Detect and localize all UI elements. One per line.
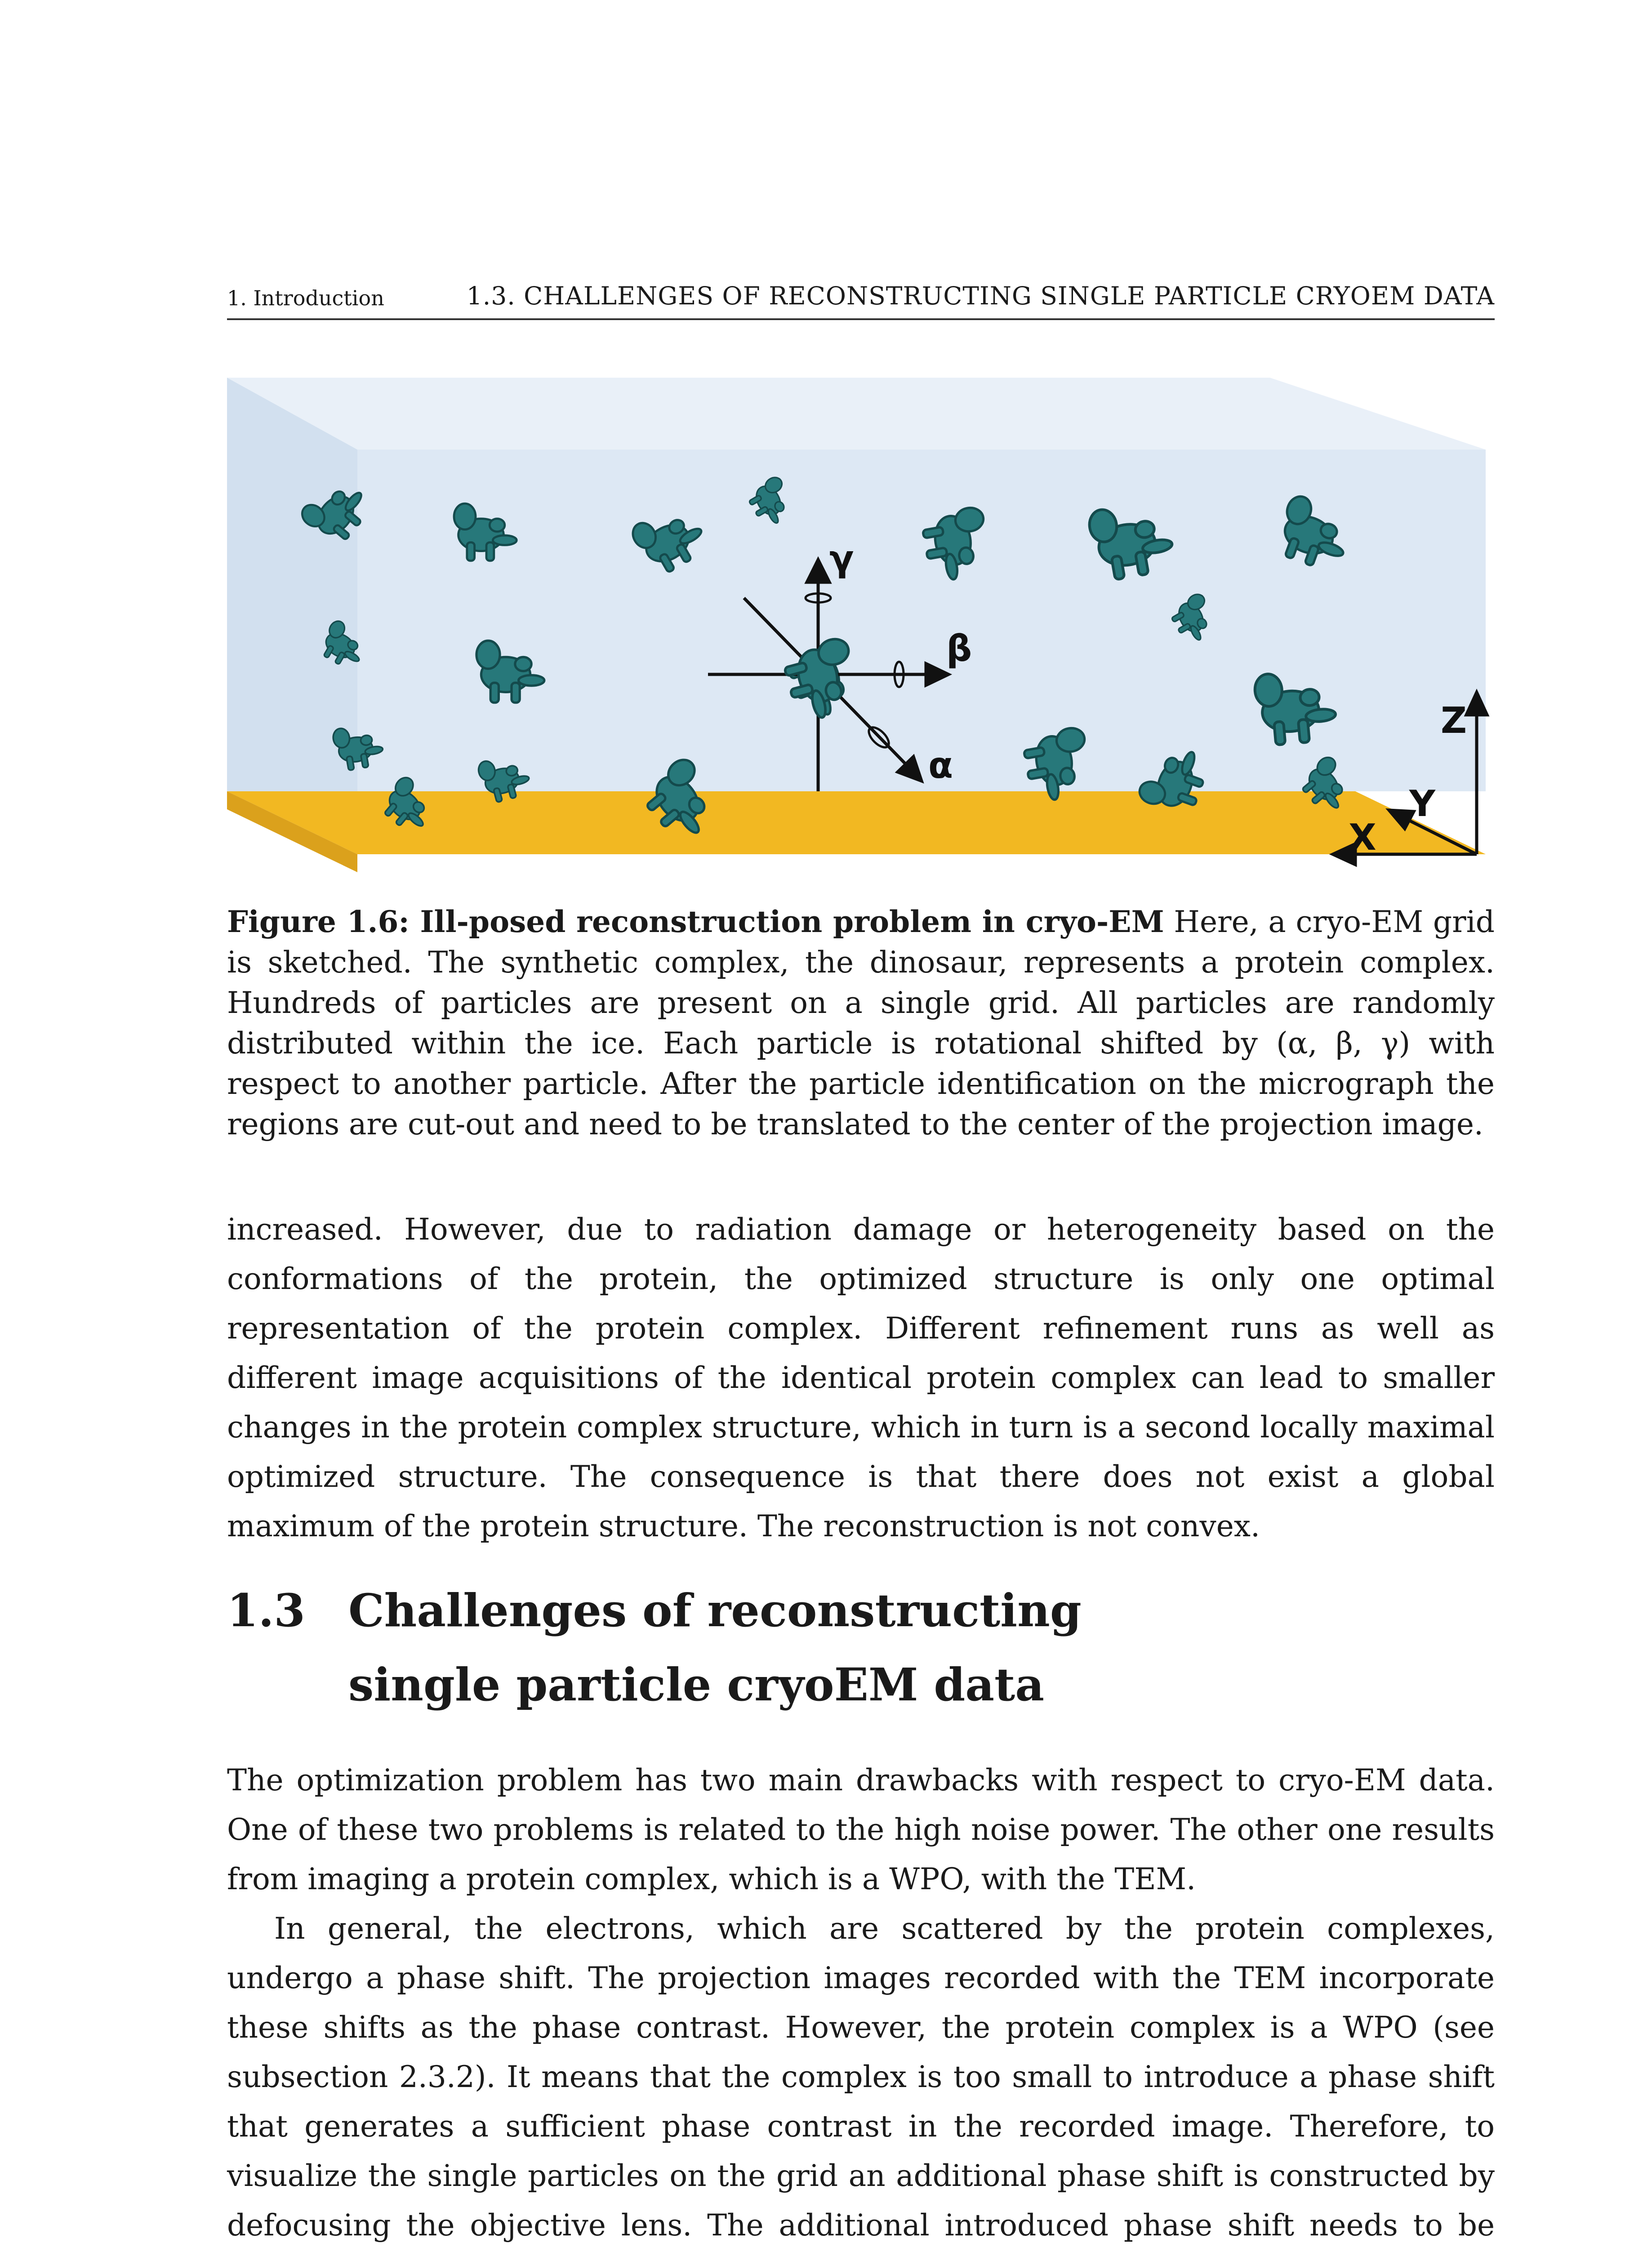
ice-left-face — [227, 378, 357, 854]
figure-caption-label: Figure 1.6: Ill-posed reconstruction problem in cryo-EM — [227, 904, 1164, 939]
x-label: X — [1349, 816, 1376, 858]
header-chapter: 1. Introduction — [227, 286, 384, 310]
section-number: 1.3 — [227, 1584, 305, 1637]
y-label: Y — [1409, 783, 1435, 825]
cryo-em-grid-illustration — [227, 378, 1495, 872]
beta-label: β — [946, 628, 972, 669]
figure-caption-text: Here, a cryo-EM grid is sketched. The synthetic complex, the dinosaur, represents a protein complex. Hundreds of particles are present on a single grid. All particles are randomly distributed within the ice. Each particle is rotational shifted by (α, β, γ) with respect to another particle. After the particle identification on the micrograph the regions are cut-out and need to be translated to the center of the projection image. — [227, 905, 1495, 1142]
section-title: Challenges of reconstructing single particle cryoEM data — [348, 1584, 1082, 1711]
paragraph-drawbacks: The optimization problem has two main drawbacks with respect to cryo-EM data. One of these two problems is related to the high noise power. The other one results from imaging a protein complex, which is a WPO, with the TEM. — [227, 1763, 1495, 1896]
paragraph-convexity: increased. However, due to radiation damage or heterogeneity based on the conformations of the protein, the optimized structure is only one optimal representation of the protein complex. Different refinement runs as well as different image acquisitions of the identical protein complex can lead to smaller changes in the protein complex structure, which in turn is a second locally maximal optimized structure. The consequence is that there does not exist a global maximum of the protein structure. The reconstruction is not convex. — [227, 1212, 1495, 1543]
gamma-label: γ — [829, 538, 854, 580]
ice-front-face — [357, 450, 1486, 791]
paragraph-phase-shift: In general, the electrons, which are scattered by the protein complexes, undergo a phase shift. The projection images recorded with the TEM incorporate these shifts as the phase contrast. However, the protein complex is a WPO (see subsection 2.3.2). It means that the complex is too small to introduce a phase shift that generates a sufficient phase contrast in the recorded image. Therefore, to visualize the single particles on the grid an additional phase shift is constructed by defocusing the objective lens. The additional introduced phase shift needs to be — [227, 1911, 1495, 2243]
figure-caption — [227, 901, 1495, 1145]
figure-cryo-em-grid — [227, 378, 1495, 872]
ice-top-face — [227, 378, 1486, 450]
alpha-label: α — [928, 745, 953, 786]
header-section: 1.3. CHALLENGES OF RECONSTRUCTING SINGLE PARTICLE CRYOEM DATA — [466, 281, 1495, 310]
running-header — [227, 269, 1495, 320]
z-label: Z — [1441, 700, 1467, 741]
